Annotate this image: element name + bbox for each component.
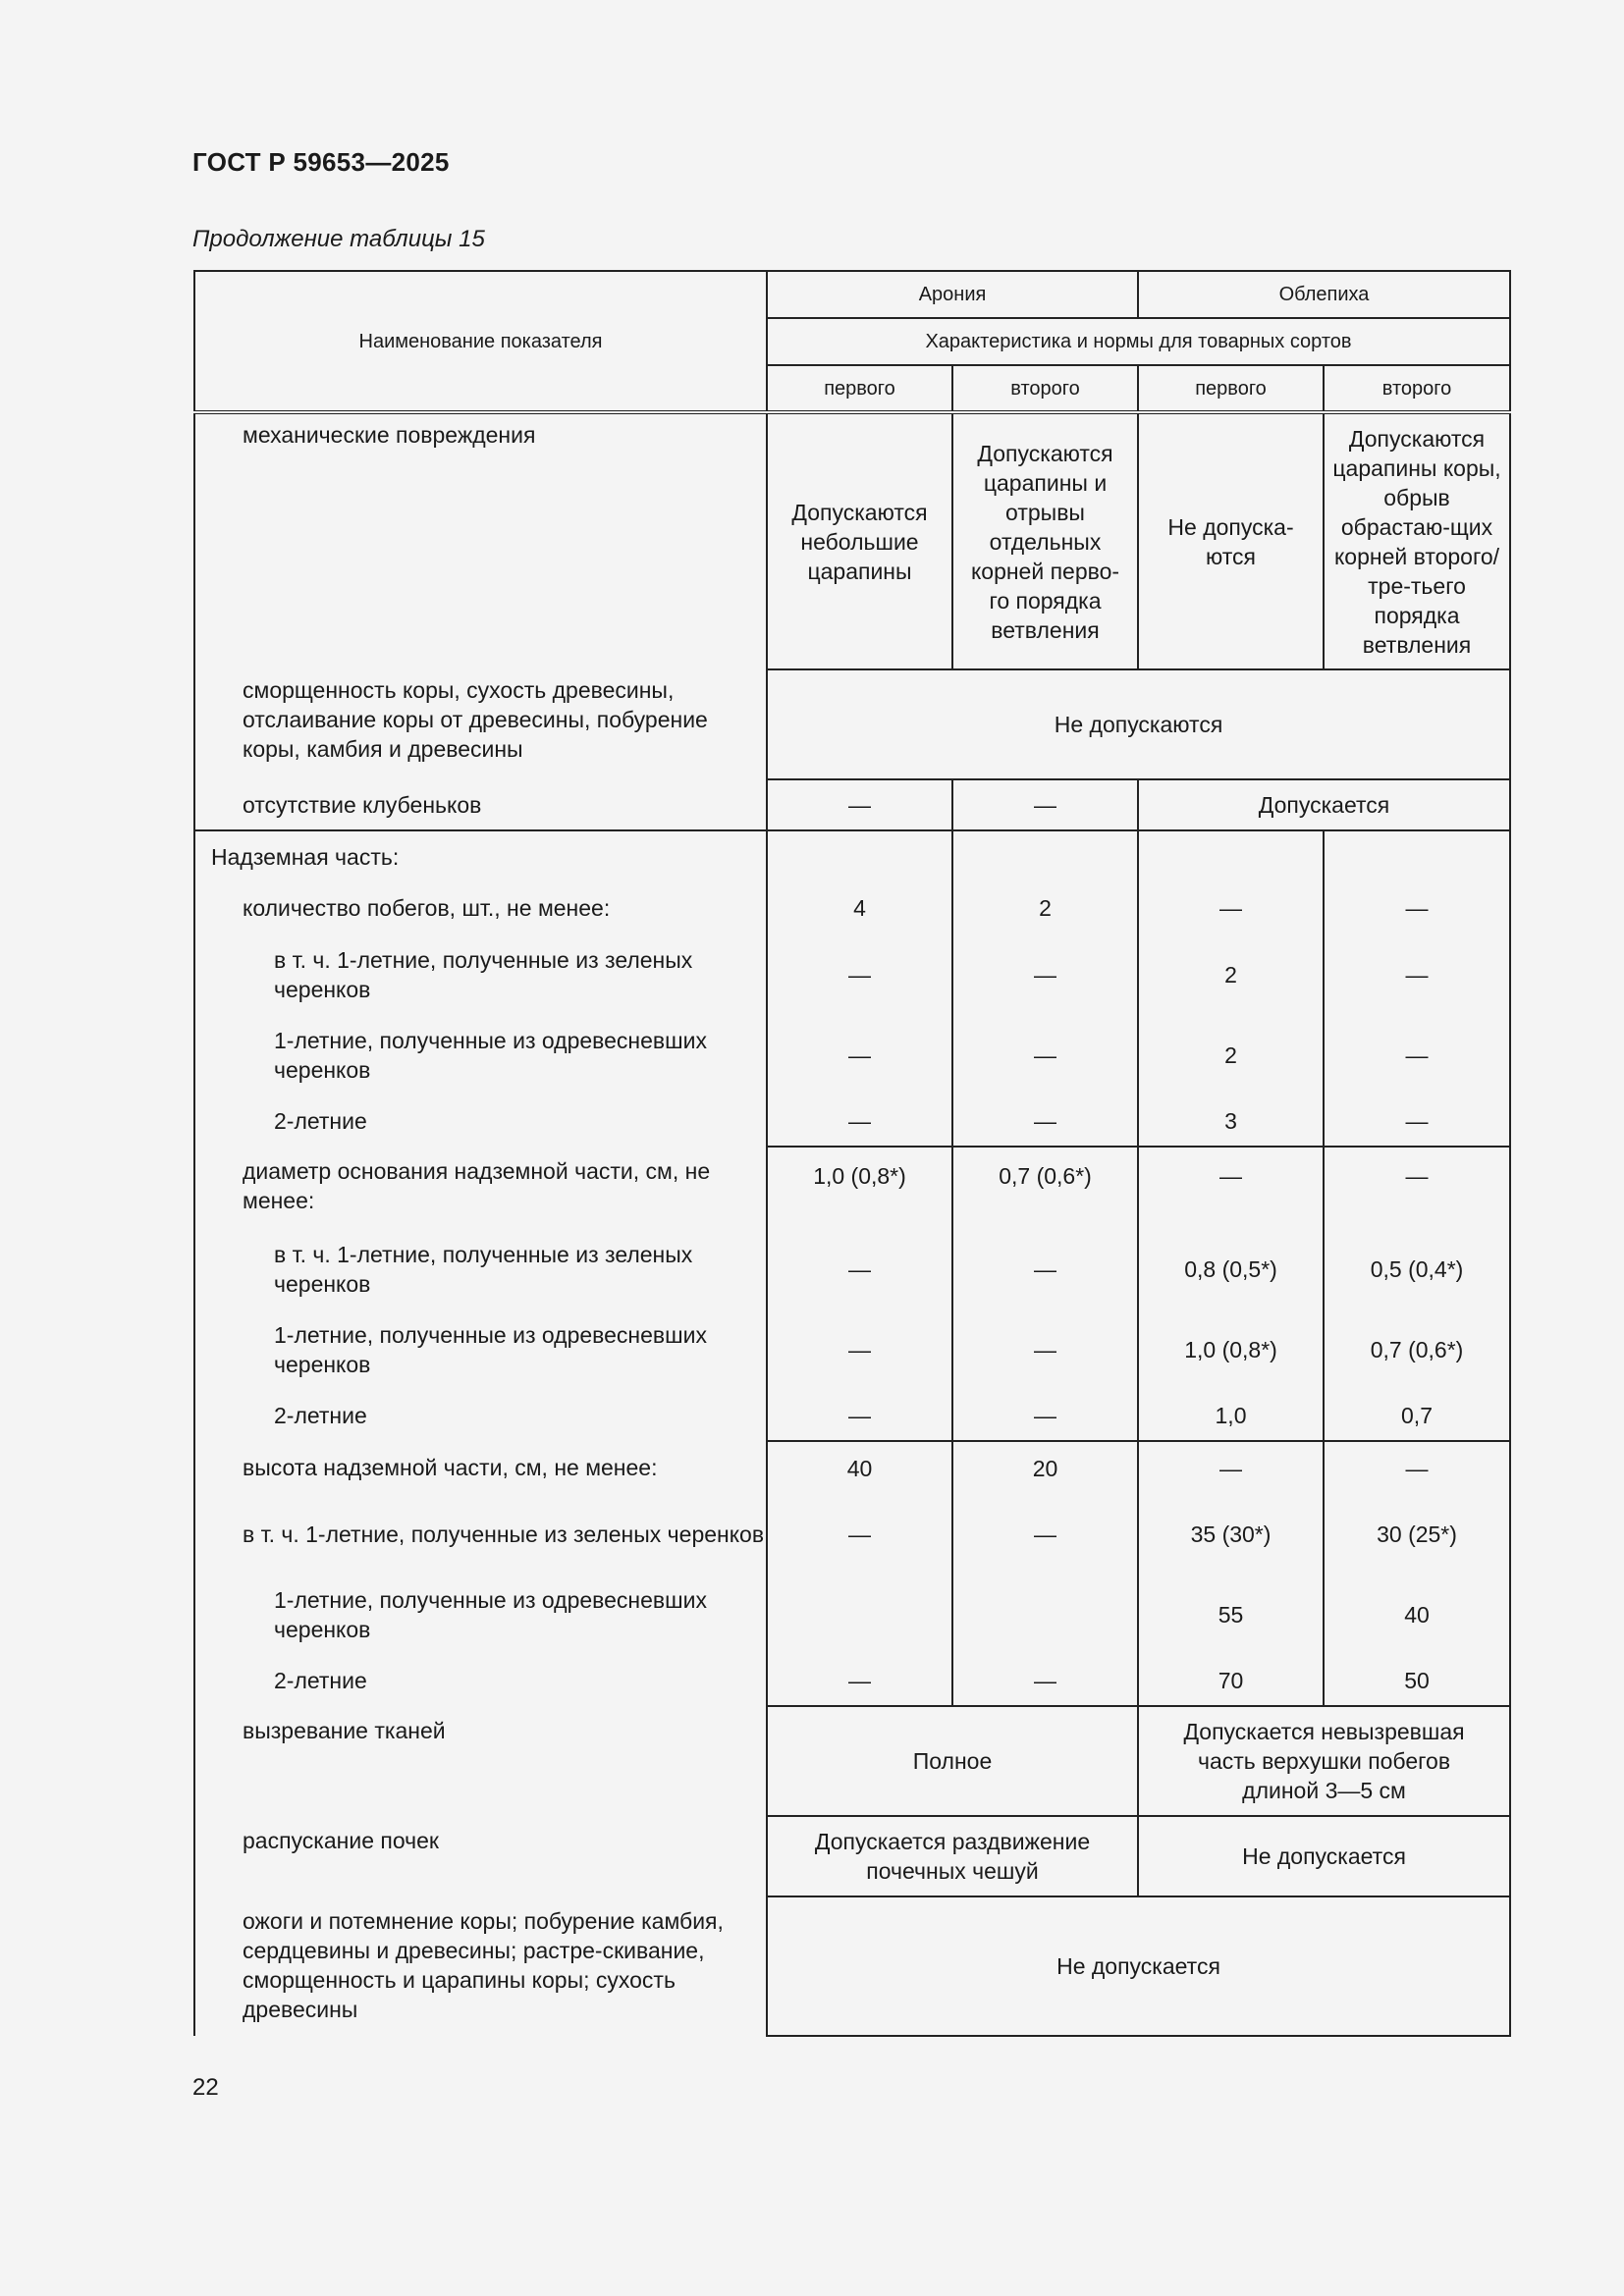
cell-all: Не допускается xyxy=(767,1896,1510,2036)
cell-oblepikha-second: — xyxy=(1324,1147,1510,1229)
cell-aronia-first xyxy=(767,1575,952,1655)
cell-oblepikha-first: Не допуска-ются xyxy=(1138,412,1324,669)
cell-oblepikha-first: 2 xyxy=(1138,934,1324,1015)
table-row xyxy=(194,1015,1510,1095)
header-oblepikha-first: первого xyxy=(1138,365,1324,412)
cell-aronia-second: 2 xyxy=(952,881,1138,934)
cell-aronia-first: 4 xyxy=(767,881,952,934)
cell-aronia-first: — xyxy=(767,1390,952,1441)
cell-oblepikha-second: Допускаются царапины коры, обрыв обрастаю-щих корней второго/тре-тьего порядка ветвления xyxy=(1324,412,1510,669)
cell-oblepikha-second: 0,5 (0,4*) xyxy=(1324,1229,1510,1309)
cell-oblepikha-first: 3 xyxy=(1138,1095,1324,1147)
row-label: механические повреждения xyxy=(194,412,767,669)
cell-aronia-first: — xyxy=(767,934,952,1015)
row-label: в т. ч. 1-летние, полученные из зеленых черенков xyxy=(194,1494,767,1575)
cell-aronia-second: — xyxy=(952,1015,1138,1095)
table-row xyxy=(194,1494,1510,1575)
table-caption: Продолжение таблицы 15 xyxy=(192,226,485,252)
cell-oblepikha-second: 30 (25*) xyxy=(1324,1494,1510,1575)
header-indicator-name: Наименование показателя xyxy=(194,271,767,412)
cell-aronia-second: — xyxy=(952,1309,1138,1390)
row-label: распускание почек xyxy=(194,1816,767,1896)
cell-oblepikha-first: — xyxy=(1138,1147,1324,1229)
cell-oblepikha-second: 50 xyxy=(1324,1655,1510,1706)
cell-aronia-second: — xyxy=(952,1095,1138,1147)
cell-aronia-second: — xyxy=(952,934,1138,1015)
cell-aronia-second: 0,7 (0,6*) xyxy=(952,1147,1138,1229)
row-label: 1-летние, полученные из одревесневших черенков xyxy=(194,1015,767,1095)
cell-all: Не допускаются xyxy=(767,669,1510,779)
row-label: 1-летние, полученные из одревесневших черенков xyxy=(194,1309,767,1390)
row-label: количество побегов, шт., не менее: xyxy=(194,881,767,934)
cell-aronia-first: — xyxy=(767,1229,952,1309)
table-row xyxy=(194,1655,1510,1706)
table-row xyxy=(194,830,1510,881)
document-code: ГОСТ Р 59653—2025 xyxy=(192,147,450,177)
cell-oblepikha-second: 0,7 (0,6*) xyxy=(1324,1309,1510,1390)
cell-aronia-first: — xyxy=(767,779,952,830)
cell-oblepikha-first: — xyxy=(1138,881,1324,934)
cell-aronia: Полное xyxy=(767,1706,1138,1816)
header-aronia-second: второго xyxy=(952,365,1138,412)
cell-aronia-first: — xyxy=(767,1494,952,1575)
cell-oblepikha: Допускается xyxy=(1138,779,1510,830)
cell-oblepikha: Допускается невызревшая часть верхушки побегов длиной 3—5 см xyxy=(1138,1706,1510,1816)
cell-aronia-first: Допускаются небольшие царапины xyxy=(767,412,952,669)
row-label: в т. ч. 1-летние, полученные из зеленых черенков xyxy=(194,934,767,1015)
cell-aronia-second: Допускаются царапины и отрывы отдельных корней перво-го порядка ветвления xyxy=(952,412,1138,669)
cell-aronia-second: — xyxy=(952,1655,1138,1706)
table-row xyxy=(194,1706,1510,1816)
cell-oblepikha-second: — xyxy=(1324,1441,1510,1494)
section-label: Надземная часть: xyxy=(194,830,767,881)
cell-oblepikha-second: 0,7 xyxy=(1324,1390,1510,1441)
cell-oblepikha-first: 0,8 (0,5*) xyxy=(1138,1229,1324,1309)
table-row xyxy=(194,881,1510,934)
cell-aronia-first: 40 xyxy=(767,1441,952,1494)
header-oblepikha: Облепиха xyxy=(1138,271,1510,318)
cell-aronia-first: 1,0 (0,8*) xyxy=(767,1147,952,1229)
cell-oblepikha: Не допускается xyxy=(1138,1816,1510,1896)
standards-table xyxy=(193,270,1511,2037)
cell-oblepikha-first: 1,0 xyxy=(1138,1390,1324,1441)
cell-oblepikha-second: — xyxy=(1324,1095,1510,1147)
cell-oblepikha-second: — xyxy=(1324,881,1510,934)
table-row xyxy=(194,412,1510,669)
table-row xyxy=(194,779,1510,830)
row-label: сморщенность коры, сухость древесины, отслаивание коры от древесины, побурение коры, камбия и древесины xyxy=(194,669,767,779)
header-aronia-first: первого xyxy=(767,365,952,412)
header-oblepikha-second: второго xyxy=(1324,365,1510,412)
cell-oblepikha-first: 70 xyxy=(1138,1655,1324,1706)
cell-oblepikha-second: — xyxy=(1324,1015,1510,1095)
cell-oblepikha-first: 2 xyxy=(1138,1015,1324,1095)
table-row xyxy=(194,1309,1510,1390)
row-label: в т. ч. 1-летние, полученные из зеленых черенков xyxy=(194,1229,767,1309)
cell-aronia-second: — xyxy=(952,1390,1138,1441)
table-row xyxy=(194,1147,1510,1229)
cell-aronia-first: — xyxy=(767,1015,952,1095)
header-characteristics: Характеристика и нормы для товарных сортов xyxy=(767,318,1510,365)
table-row xyxy=(194,1896,1510,2036)
cell-oblepikha-first: 55 xyxy=(1138,1575,1324,1655)
cell-aronia-second: — xyxy=(952,779,1138,830)
cell-oblepikha-first: 35 (30*) xyxy=(1138,1494,1324,1575)
row-label: отсутствие клубеньков xyxy=(194,779,767,830)
row-label: 1-летние, полученные из одревесневших черенков xyxy=(194,1575,767,1655)
cell-aronia-first: — xyxy=(767,1095,952,1147)
row-label: высота надземной части, см, не менее: xyxy=(194,1441,767,1494)
cell-oblepikha-second: — xyxy=(1324,934,1510,1015)
cell-aronia-second: 20 xyxy=(952,1441,1138,1494)
table-row xyxy=(194,1441,1510,1494)
cell-aronia-first: — xyxy=(767,1309,952,1390)
header-aronia: Арония xyxy=(767,271,1138,318)
table-row xyxy=(194,1816,1510,1896)
cell-aronia-second: — xyxy=(952,1229,1138,1309)
row-label: 2-летние xyxy=(194,1095,767,1147)
cell-aronia-second xyxy=(952,1575,1138,1655)
table-row xyxy=(194,669,1510,779)
cell-oblepikha-first: — xyxy=(1138,1441,1324,1494)
cell-oblepikha-second: 40 xyxy=(1324,1575,1510,1655)
row-label: диаметр основания надземной части, см, не менее: xyxy=(194,1147,767,1229)
row-label: 2-летние xyxy=(194,1655,767,1706)
row-label: 2-летние xyxy=(194,1390,767,1441)
table-row xyxy=(194,1229,1510,1309)
cell-aronia-second: — xyxy=(952,1494,1138,1575)
cell-oblepikha-first: 1,0 (0,8*) xyxy=(1138,1309,1324,1390)
row-label: вызревание тканей xyxy=(194,1706,767,1816)
page-number: 22 xyxy=(192,2074,219,2101)
table-row xyxy=(194,1095,1510,1147)
table-row xyxy=(194,934,1510,1015)
cell-aronia: Допускается раздвижение почечных чешуй xyxy=(767,1816,1138,1896)
table-row xyxy=(194,1390,1510,1441)
cell-aronia-first: — xyxy=(767,1655,952,1706)
row-label: ожоги и потемнение коры; побурение камбия, сердцевины и древесины; растре-скивание, сморщенность и царапины коры; сухость древесины xyxy=(194,1896,767,2036)
table-row xyxy=(194,1575,1510,1655)
